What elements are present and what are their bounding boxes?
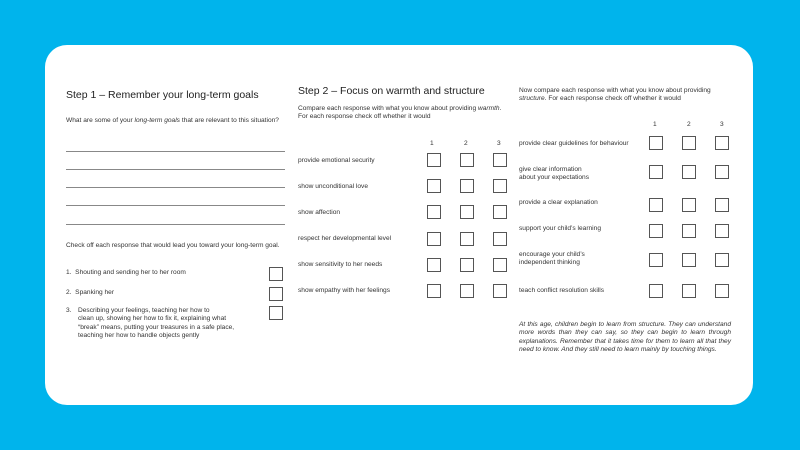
step2-row-4: respect her developmental level xyxy=(298,235,392,242)
answer-line-5[interactable] xyxy=(66,224,285,225)
step3-row-2-box-2[interactable] xyxy=(682,165,696,179)
step3-row-6: teach conflict resolution skills xyxy=(519,287,605,294)
step1-option-1: 1. Shouting and sending her to her room xyxy=(66,269,186,276)
step2-row-2-box-1[interactable] xyxy=(427,179,441,193)
step1-option-3: Describing your feelings, teaching her how to clean up, showing her how to fix it, explaining what “break” means, putting your treasures in a safe place, teaching her how to handle objects gently xyxy=(78,307,235,339)
step3-row-4-box-2[interactable] xyxy=(682,224,696,238)
step3-row-6-box-2[interactable] xyxy=(682,284,696,298)
step2-row-6-box-3[interactable] xyxy=(493,284,507,298)
step2-row-6: show empathy with her feelings xyxy=(298,287,390,294)
step3-row-5: encourage your child’s independent thinking xyxy=(519,251,585,267)
step3-row-3: provide a clear explanation xyxy=(519,199,598,206)
step2-col-2: 2 xyxy=(464,140,468,147)
step3-row-2-box-3[interactable] xyxy=(715,165,729,179)
step2-col-3: 3 xyxy=(497,140,501,147)
step2-row-5: show sensitivity to her needs xyxy=(298,261,383,268)
step3-row-3-box-3[interactable] xyxy=(715,198,729,212)
step3-note: At this age, children begin to learn from structure. They can understand more words than they can say, so they can begin to learn through explanations. Remember that it takes time for them to learn all that they need to know. And they still need to learn mainly by touching things. xyxy=(519,321,731,353)
answer-line-1[interactable] xyxy=(66,151,285,152)
step3-row-1-box-1[interactable] xyxy=(649,136,663,150)
step2-row-1-box-3[interactable] xyxy=(493,153,507,167)
step2-row-5-box-1[interactable] xyxy=(427,258,441,272)
step1-option-3-checkbox[interactable] xyxy=(269,306,283,320)
step1-option-2-checkbox[interactable] xyxy=(269,287,283,301)
step3-row-4-box-1[interactable] xyxy=(649,224,663,238)
step2-row-3: show affection xyxy=(298,209,341,216)
step2-heading: Step 2 – Focus on warmth and structure xyxy=(298,85,485,97)
step2-row-2-box-3[interactable] xyxy=(493,179,507,193)
step1-option-1-checkbox[interactable] xyxy=(269,267,283,281)
step3-row-5-box-3[interactable] xyxy=(715,253,729,267)
step1-option-2: 2. Spanking her xyxy=(66,289,115,296)
step3-row-5-box-1[interactable] xyxy=(649,253,663,267)
step2-intro: Compare each response with what you know about providing warmth. For each response check off whether it would xyxy=(298,105,502,121)
step2-row-3-box-2[interactable] xyxy=(460,205,474,219)
step3-row-3-box-1[interactable] xyxy=(649,198,663,212)
step3-row-1-box-2[interactable] xyxy=(682,136,696,150)
step3-intro: Now compare each response with what you know about providing structure. For each response check off whether it would xyxy=(519,87,711,103)
step2-col-1: 1 xyxy=(430,140,434,147)
step3-row-6-box-1[interactable] xyxy=(649,284,663,298)
step2-row-4-box-1[interactable] xyxy=(427,232,441,246)
step3-row-3-box-2[interactable] xyxy=(682,198,696,212)
step3-row-6-box-3[interactable] xyxy=(715,284,729,298)
step2-row-1-box-2[interactable] xyxy=(460,153,474,167)
step3-row-1-box-3[interactable] xyxy=(715,136,729,150)
step2-row-2: show unconditional love xyxy=(298,183,369,190)
step3-col-1: 1 xyxy=(653,121,657,128)
step3-col-3: 3 xyxy=(720,121,724,128)
step3-row-2: give clear information about your expectations xyxy=(519,166,590,182)
step3-row-4: support your child’s learning xyxy=(519,225,601,232)
step3-col-2: 2 xyxy=(687,121,691,128)
answer-line-4[interactable] xyxy=(66,205,285,206)
step1-option-3-number: 3. xyxy=(66,307,72,314)
step2-row-1: provide emotional security xyxy=(298,157,375,164)
step2-row-1-box-1[interactable] xyxy=(427,153,441,167)
step2-row-5-box-3[interactable] xyxy=(493,258,507,272)
step3-row-2-box-1[interactable] xyxy=(649,165,663,179)
step2-row-6-box-1[interactable] xyxy=(427,284,441,298)
step2-row-6-box-2[interactable] xyxy=(460,284,474,298)
step3-row-1: provide clear guidelines for behaviour xyxy=(519,140,629,147)
worksheet-card xyxy=(45,45,753,405)
step2-row-3-box-3[interactable] xyxy=(493,205,507,219)
answer-line-2[interactable] xyxy=(66,169,285,170)
step1-heading: Step 1 – Remember your long-term goals xyxy=(66,89,259,101)
step1-instruction: Check off each response that would lead you toward your long-term goal. xyxy=(66,242,280,249)
step3-row-5-box-2[interactable] xyxy=(682,253,696,267)
step2-row-5-box-2[interactable] xyxy=(460,258,474,272)
step2-row-2-box-2[interactable] xyxy=(460,179,474,193)
step1-question: What are some of your long-term goals that are relevant to this situation? xyxy=(66,117,279,124)
step3-row-4-box-3[interactable] xyxy=(715,224,729,238)
step2-row-4-box-3[interactable] xyxy=(493,232,507,246)
step2-row-4-box-2[interactable] xyxy=(460,232,474,246)
answer-line-3[interactable] xyxy=(66,187,285,188)
step2-row-3-box-1[interactable] xyxy=(427,205,441,219)
